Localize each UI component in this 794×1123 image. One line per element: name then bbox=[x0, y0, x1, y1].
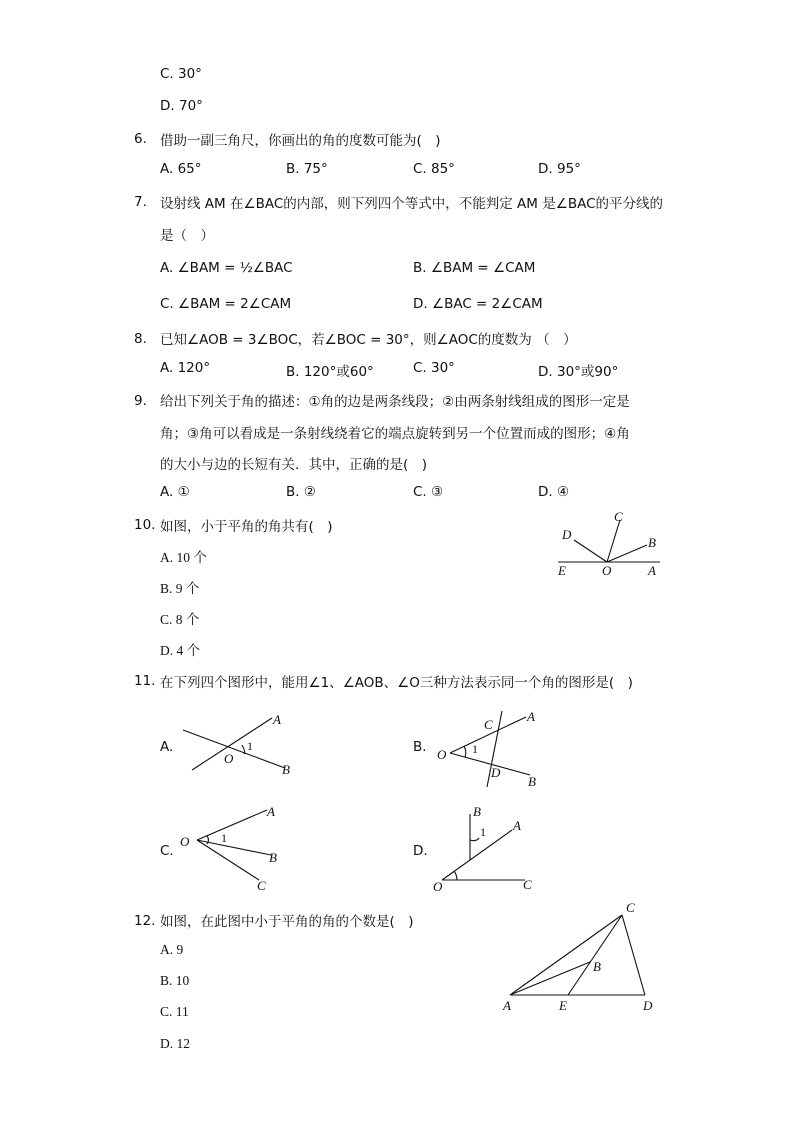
q8-option-c: C. 30° bbox=[413, 360, 455, 376]
q11-figure-a bbox=[180, 710, 300, 780]
q12-number: 12. bbox=[134, 913, 156, 929]
q11a-label-a: A bbox=[273, 712, 281, 727]
q10-ray-ob bbox=[607, 545, 647, 562]
q11d-label-o: O bbox=[433, 879, 443, 894]
q11c-label-1: 1 bbox=[221, 831, 227, 845]
q12-line-ac bbox=[510, 915, 622, 995]
q7-option-b: B. ∠BAM = ∠CAM bbox=[413, 260, 536, 276]
q9-stem-line2: 角；③角可以看成是一条射线绕着它的端点旋转到另一个位置而成的图形；④角 bbox=[160, 426, 630, 442]
q12-stem: 如图，在此图中小于平角的角的个数是( ) bbox=[160, 914, 414, 930]
q9-number: 9. bbox=[134, 393, 147, 409]
q12-figure bbox=[495, 895, 670, 1020]
q10-figure bbox=[550, 505, 670, 580]
q6-option-d: D. 95° bbox=[538, 161, 581, 177]
q11c-ray-oa bbox=[197, 810, 267, 840]
q6-stem: 借助一副三角尺，你画出的角的度数可能为( ) bbox=[160, 133, 441, 149]
q9-option-d: D. ④ bbox=[538, 484, 570, 500]
q11-option-d: D. bbox=[413, 843, 428, 859]
q6-option-c: C. 85° bbox=[413, 161, 455, 177]
q6-number: 6. bbox=[134, 131, 147, 147]
q11c-angle-arc bbox=[207, 836, 209, 844]
q12-label-b: B bbox=[593, 959, 601, 974]
q5-option-c: C. 30° bbox=[160, 66, 202, 82]
q8-number: 8. bbox=[134, 331, 147, 347]
q7-stem-line1: 设射线 AM 在∠BAC的内部，则下列四个等式中，不能判定 AM 是∠BAC的平分线的 bbox=[160, 196, 664, 212]
q11a-label-1: 1 bbox=[247, 739, 253, 753]
q9-option-b: B. ② bbox=[286, 484, 316, 500]
q11-figure-b bbox=[430, 705, 550, 795]
q10-ray-od bbox=[574, 540, 607, 562]
q11c-label-b: B bbox=[269, 850, 277, 865]
q8-stem: 已知∠AOB = 3∠BOC，若∠BOC = 30°，则∠AOC的度数为 （ ） bbox=[160, 332, 577, 348]
q11a-label-o: O bbox=[224, 751, 234, 766]
q9-stem-line1: 给出下列关于角的描述：①角的边是两条线段；②由两条射线组成的图形一定是 bbox=[160, 394, 630, 410]
q11c-label-c: C bbox=[257, 878, 266, 893]
q10-option-a: A. 10 个 bbox=[160, 550, 207, 565]
q11-stem: 在下列四个图形中，能用∠1、∠AOB、∠O三种方法表示同一个角的图形是( ) bbox=[160, 675, 633, 691]
q11b-label-o: O bbox=[437, 747, 447, 762]
q11b-label-1: 1 bbox=[472, 742, 478, 756]
q7-option-a: A. ∠BAM = ½∠BAC bbox=[160, 260, 293, 276]
q11-number: 11. bbox=[134, 673, 156, 689]
q10-label-d: D bbox=[562, 527, 572, 542]
q10-label-a: A bbox=[648, 563, 656, 578]
q12-option-a: A. 9 bbox=[160, 942, 184, 957]
q12-label-e: E bbox=[559, 998, 567, 1013]
q5-option-d: D. 70° bbox=[160, 98, 203, 114]
q10-label-c: C bbox=[614, 509, 623, 524]
q10-label-o: O bbox=[602, 563, 612, 578]
q12-line-cd bbox=[622, 915, 645, 995]
q11d-label-1: 1 bbox=[480, 825, 486, 839]
q6-option-a: A. 65° bbox=[160, 161, 202, 177]
q9-stem-line3: 的大小与边的长短有关．其中，正确的是( ) bbox=[160, 457, 428, 473]
q11-figure-c bbox=[175, 800, 295, 895]
q12-label-c: C bbox=[626, 900, 635, 915]
q10-option-b: B. 9 个 bbox=[160, 581, 200, 596]
q12-option-b: B. 10 bbox=[160, 973, 190, 988]
q10-ray-oc bbox=[607, 520, 620, 562]
q10-stem: 如图，小于平角的角共有( ) bbox=[160, 519, 333, 535]
q11d-label-c: C bbox=[523, 877, 532, 892]
q10-option-d: D. 4 个 bbox=[160, 643, 201, 658]
q7-stem-line2: 是（ ） bbox=[160, 228, 214, 244]
q10-option-c: C. 8 个 bbox=[160, 612, 200, 627]
q11d-angle-arc-o bbox=[454, 871, 457, 880]
q11-option-b: B. bbox=[413, 739, 427, 755]
q10-label-e: E bbox=[558, 563, 566, 578]
q11d-angle-arc-1 bbox=[470, 838, 479, 841]
q8-option-a: A. 120° bbox=[160, 360, 211, 376]
q11d-label-a: A bbox=[513, 818, 521, 833]
q11b-label-a: A bbox=[527, 709, 535, 724]
q11c-label-o: O bbox=[180, 834, 190, 849]
q11-option-a: A. bbox=[160, 739, 174, 755]
q12-label-d: D bbox=[643, 998, 653, 1013]
q11a-label-b: B bbox=[282, 762, 290, 777]
q11d-label-b: B bbox=[473, 804, 481, 819]
q8-option-d: D. 30°或90° bbox=[538, 364, 619, 380]
q9-option-c: C. ③ bbox=[413, 484, 444, 500]
q7-option-d: D. ∠BAC = 2∠CAM bbox=[413, 296, 543, 312]
q11-option-c: C. bbox=[160, 843, 174, 859]
q7-option-c: C. ∠BAM = 2∠CAM bbox=[160, 296, 292, 312]
q11c-label-a: A bbox=[267, 804, 275, 819]
q12-line-ce bbox=[568, 915, 622, 995]
q12-label-a: A bbox=[503, 998, 511, 1013]
q12-option-d: D. 12 bbox=[160, 1036, 190, 1051]
q9-option-a: A. ① bbox=[160, 484, 190, 500]
q6-option-b: B. 75° bbox=[286, 161, 328, 177]
q11b-label-c: C bbox=[484, 717, 493, 732]
q8-option-b: B. 120°或60° bbox=[286, 364, 374, 380]
q11b-label-b: B bbox=[528, 774, 536, 789]
q11d-ray-oa bbox=[442, 830, 512, 880]
q10-label-b: B bbox=[648, 535, 656, 550]
q11b-label-d: D bbox=[491, 765, 501, 780]
q11b-angle-arc bbox=[464, 746, 466, 757]
q12-option-c: C. 11 bbox=[160, 1004, 189, 1019]
q11a-line-ob bbox=[183, 730, 285, 768]
q10-number: 10. bbox=[134, 517, 156, 533]
q11-figure-d bbox=[430, 800, 550, 895]
q7-number: 7. bbox=[134, 194, 147, 210]
